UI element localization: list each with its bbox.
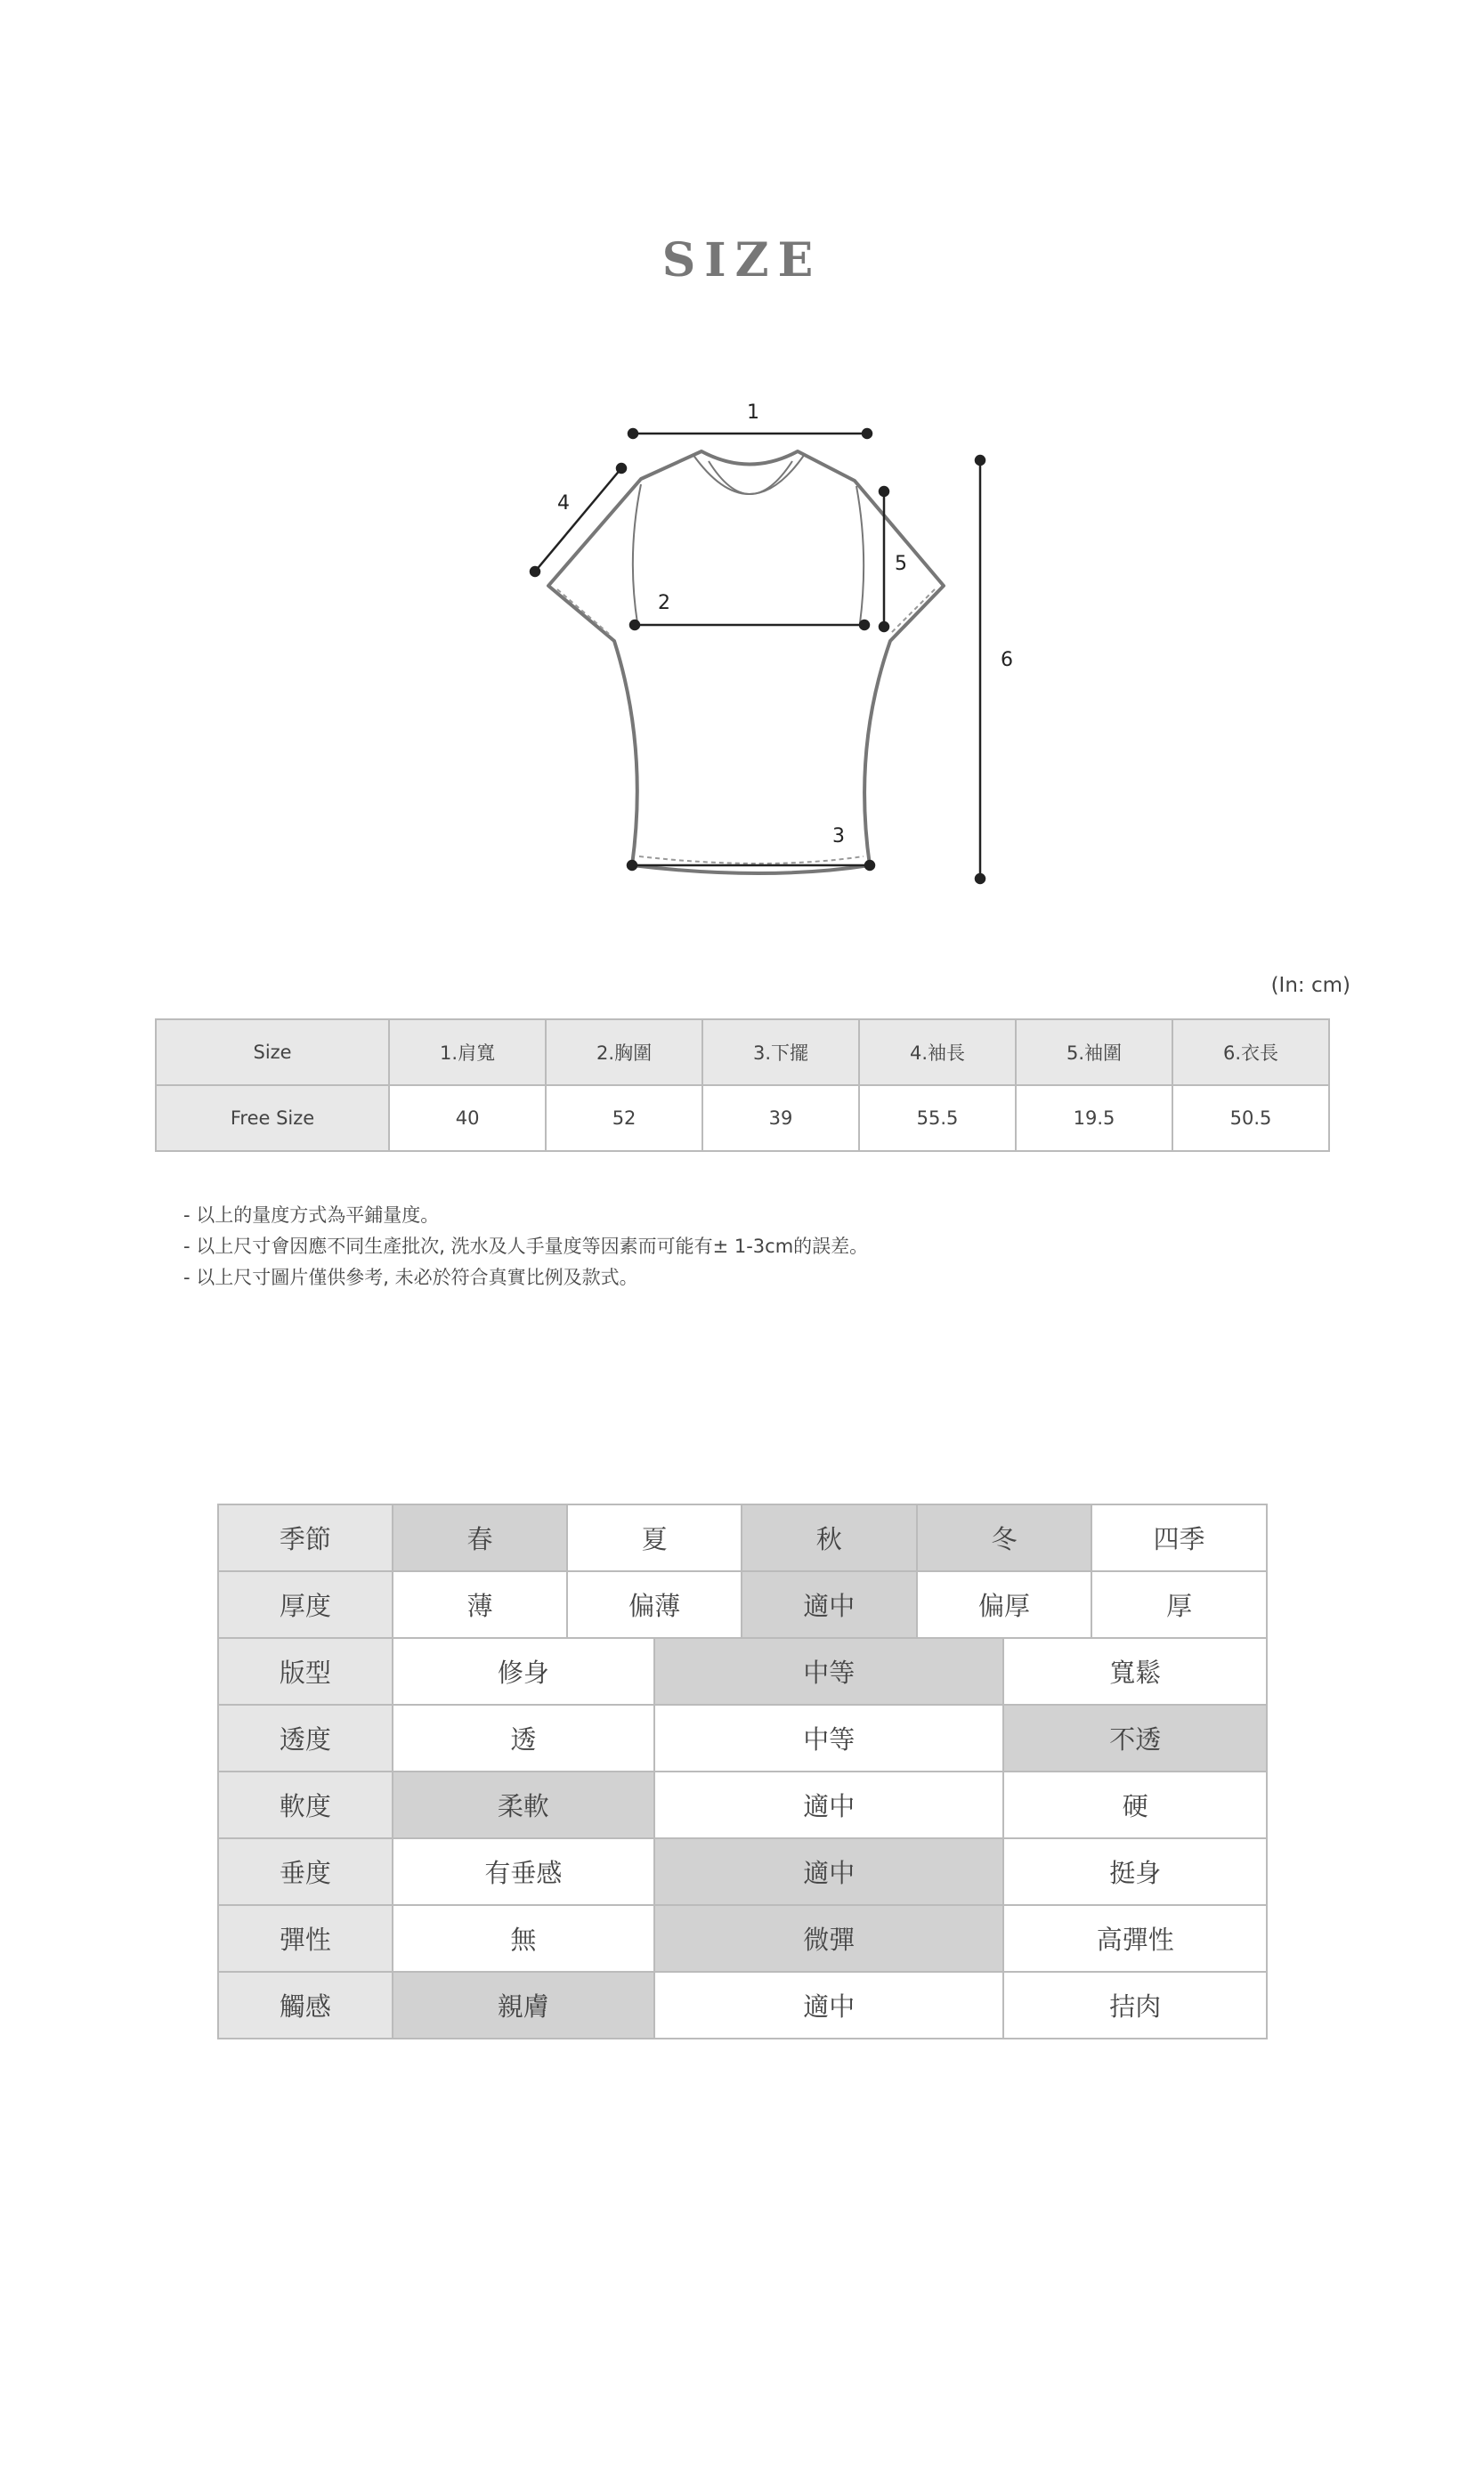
season-option-autumn: 秋 xyxy=(742,1504,917,1571)
fit-option-slim: 修身 xyxy=(393,1638,654,1705)
elasticity-option-none: 無 xyxy=(393,1905,654,1972)
size-header-cell: 4.袖長 xyxy=(859,1019,1016,1085)
thickness-option-slightly-thin: 偏薄 xyxy=(567,1571,742,1638)
transparency-option-sheer: 透 xyxy=(393,1705,654,1772)
drape-option-medium: 適中 xyxy=(654,1838,1003,1905)
touch-option-medium: 適中 xyxy=(654,1972,1003,2039)
softness-row xyxy=(218,1772,1267,1838)
fit-option-regular: 中等 xyxy=(654,1638,1003,1705)
transparency-row xyxy=(218,1705,1267,1772)
measure-label-4: 4 xyxy=(557,492,570,515)
fabric-properties-table xyxy=(217,1504,1268,2039)
fit-label: 版型 xyxy=(218,1638,393,1705)
fit-option-loose: 寬鬆 xyxy=(1003,1638,1267,1705)
softness-option-medium: 適中 xyxy=(654,1772,1003,1838)
season-option-spring: 春 xyxy=(393,1504,568,1571)
size-value-cell: 19.5 xyxy=(1016,1085,1172,1151)
size-value-cell: 50.5 xyxy=(1172,1085,1329,1151)
transparency-option-medium: 中等 xyxy=(654,1705,1003,1772)
season-row xyxy=(218,1504,1267,1571)
season-option-winter: 冬 xyxy=(917,1504,1092,1571)
measurement-lines xyxy=(531,429,985,883)
drape-option-structured: 挺身 xyxy=(1003,1838,1267,1905)
thickness-option-thick: 厚 xyxy=(1091,1571,1267,1638)
drape-label: 垂度 xyxy=(218,1838,393,1905)
size-value-cell: 40 xyxy=(389,1085,546,1151)
size-header-cell: Size xyxy=(156,1019,389,1085)
note-line: - 以上尺寸會因應不同生產批次, 洗水及人手量度等因素而可能有± 1-3cm的誤差。 xyxy=(183,1236,869,1257)
tshirt-measurement-diagram xyxy=(0,0,1484,944)
fit-row xyxy=(218,1638,1267,1705)
size-header-cell: 3.下擺 xyxy=(702,1019,859,1085)
size-table-row xyxy=(156,1085,1329,1151)
touch-label: 觸感 xyxy=(218,1972,393,2039)
size-value-cell: 55.5 xyxy=(859,1085,1016,1151)
drape-row xyxy=(218,1838,1267,1905)
softness-label: 軟度 xyxy=(218,1772,393,1838)
elasticity-option-high: 高彈性 xyxy=(1003,1905,1267,1972)
tshirt-stitching xyxy=(557,589,935,864)
transparency-option-opaque: 不透 xyxy=(1003,1705,1267,1772)
drape-option-draped: 有垂感 xyxy=(393,1838,654,1905)
thickness-option-medium: 適中 xyxy=(742,1571,917,1638)
softness-option-hard: 硬 xyxy=(1003,1772,1267,1838)
elasticity-row xyxy=(218,1905,1267,1972)
note-line: - 以上的量度方式為平鋪量度。 xyxy=(183,1204,440,1226)
season-option-summer: 夏 xyxy=(567,1504,742,1571)
size-row-label: Free Size xyxy=(156,1085,389,1151)
touch-row xyxy=(218,1972,1267,2039)
elasticity-label: 彈性 xyxy=(218,1905,393,1972)
page-title: SIZE xyxy=(661,233,823,288)
size-table xyxy=(155,1018,1330,1152)
measure-label-1: 1 xyxy=(747,401,759,424)
season-option-all: 四季 xyxy=(1091,1504,1267,1571)
note-line: - 以上尺寸圖片僅供參考, 未必於符合真實比例及款式。 xyxy=(183,1267,638,1288)
measure-label-2: 2 xyxy=(658,592,670,614)
notes xyxy=(183,1200,868,1293)
size-value-cell: 39 xyxy=(702,1085,859,1151)
size-header-cell: 6.衣長 xyxy=(1172,1019,1329,1085)
size-value-cell: 52 xyxy=(546,1085,702,1151)
thickness-row xyxy=(218,1571,1267,1638)
thickness-option-thin: 薄 xyxy=(393,1571,568,1638)
season-label: 季節 xyxy=(218,1504,393,1571)
transparency-label: 透度 xyxy=(218,1705,393,1772)
measure-label-6: 6 xyxy=(1001,649,1013,671)
size-header-cell: 5.袖圍 xyxy=(1016,1019,1172,1085)
size-header-cell: 1.肩寬 xyxy=(389,1019,546,1085)
measure-label-3: 3 xyxy=(832,825,845,847)
thickness-option-slightly-thick: 偏厚 xyxy=(917,1571,1092,1638)
measure-label-5: 5 xyxy=(895,553,907,575)
elasticity-option-slight: 微彈 xyxy=(654,1905,1003,1972)
softness-option-soft: 柔軟 xyxy=(393,1772,654,1838)
touch-option-scratchy: 拮肉 xyxy=(1003,1972,1267,2039)
size-table-header-row xyxy=(156,1019,1329,1085)
unit-label: (In: cm) xyxy=(1270,974,1350,997)
touch-option-skin-friendly: 親膚 xyxy=(393,1972,654,2039)
thickness-label: 厚度 xyxy=(218,1571,393,1638)
size-header-cell: 2.胸圍 xyxy=(546,1019,702,1085)
